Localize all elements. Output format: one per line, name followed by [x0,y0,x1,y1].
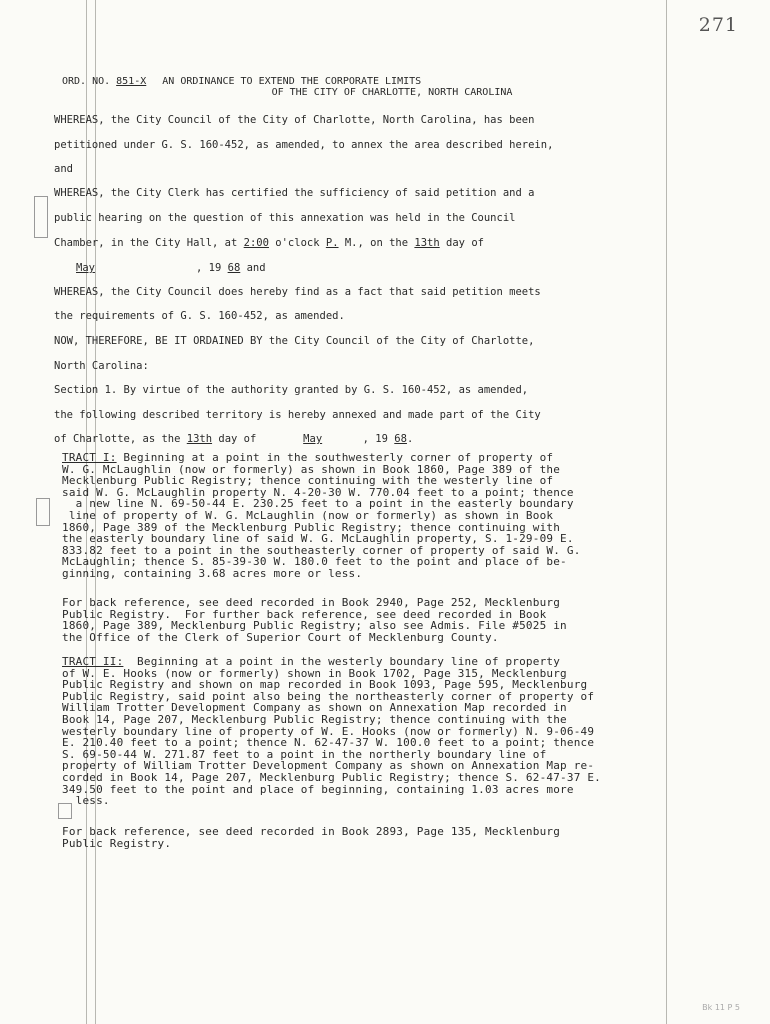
ord-no-label: NO. [92,76,111,87]
section1-line1: Section 1. By virtue of the authority granted by G. S. 160-452, as amended, [54,384,529,396]
tract-line: line of property of W. G. McLaughlin (now or formerly) as shown in Book [62,508,554,522]
reference-line: the Office of the Clerk of Superior Court of Mecklenburg County. [62,630,499,644]
whereas-2-line3 [54,237,664,249]
annex-day: 13th [186,433,213,445]
margin-box [34,196,48,238]
tract-line: said W. G. McLaughlin property N. 4-20-30 W. 770.04 feet to a point; thence [62,485,574,499]
text-span: M., on the [344,237,409,249]
reference-line: Public Registry. [62,836,172,850]
tract-line: westerly boundary line of property of W. E. Hooks (now or formerly) N. 9-06-49 [62,724,595,738]
whereas-1-line2: petitioned under G. S. 160-452, as amended, to annex the area described herein, [54,139,554,151]
tract-line: Book 14, Page 207, Mecklenburg Public Registry; thence continuing with the [62,712,567,726]
annex-year: 68 [394,433,407,445]
reference-line: For back reference, see deed recorded in Book 2893, Page 135, Mecklenburg [62,825,561,838]
now-therefore-line2: North Carolina: [54,360,149,372]
whereas-2-line2: public hearing on the question of this annexation was held in the Council [54,212,516,224]
tract-line: 833.82 feet to a point in the southeasterly corner of property of said W. G. [62,543,581,557]
text-span: day of [218,433,257,445]
tract-line: S. 69-50-44 W. 271.87 feet to a point in the northerly boundary line of [62,747,547,761]
tract-line: property of William Trotter Development Company as shown on Annexation Map re- [62,759,595,773]
tract-line: Public Registry, said point also being the northeasterly corner of property of [62,689,595,703]
tract-1-heading: TRACT I: [62,451,117,464]
tract-1-description [62,452,752,580]
whereas-3-line1: WHEREAS, the City Council does hereby find as a fact that said petition meets [54,286,541,298]
tract-line: corded in Book 14, Page 207, Mecklenburg Public Registry; thence S. 62-47-37 E. [62,770,601,784]
ordinance-title-line1: AN ORDINANCE TO EXTEND THE CORPORATE LIMITS [162,76,422,87]
reference-line: For back reference, see deed recorded in Book 2940, Page 252, Mecklenburg [62,596,561,609]
section1-line3 [54,433,664,445]
ordinance-title-line2: OF THE CITY OF CHARLOTTE, NORTH CAROLINA [271,87,513,98]
now-therefore-line1: NOW, THEREFORE, BE IT ORDAINED BY the City Council of the City of Charlotte, [54,335,535,347]
section1-line2: the following described territory is hereby annexed and made part of the City [54,409,541,421]
tract-line: Beginning at a point in the southwesterly corner of property of [116,451,554,464]
page-number: 271 [698,14,738,36]
text-span: o'clock [275,237,320,249]
whereas-2-line4 [76,262,686,274]
text-span: , 19 [196,262,222,274]
whereas-1-line3: and [54,163,73,175]
tract-line: E. 210.40 feet to a point; thence N. 62-47-37 W. 100.0 feet to a point; thence [62,736,595,750]
tract-line: ginning, containing 3.68 acres more or less. [62,566,363,580]
tract-line: Mecklenburg Public Registry; thence continuing with the westerly line of [62,474,554,488]
tract-2-description [62,656,752,807]
tract-line: a new line N. 69-50-44 E. 230.25 feet to a point in the easterly boundary [62,497,574,511]
text-span: . [406,433,414,445]
whereas-2-line1: WHEREAS, the City Clerk has certified the sufficiency of said petition and a [54,187,535,199]
hearing-pm: P. [325,237,339,249]
tract-line: Public Registry and shown on map recorded in Book 1093, Page 595, Mecklenburg [62,678,588,692]
whereas-3-line2: the requirements of G. S. 160-452, as amended. [54,310,345,322]
tract-line: less. [62,794,110,808]
ordinance-number: 851-X [116,76,147,87]
margin-box [36,498,50,526]
text-span: of Charlotte, as the [54,433,181,445]
reference-line: Public Registry. For further back reference, see deed recorded in Book [62,607,547,621]
text-span: , 19 [362,433,388,445]
tract-line: of W. E. Hooks (now or formerly) shown in Book 1702, Page 315, Mecklenburg [62,666,567,680]
text-span: and [246,262,266,274]
tract-line: 349.50 feet to the point and place of beginning, containing 1.03 acres more [62,782,574,796]
reference-line: 1860, Page 389, Mecklenburg Public Registry; also see Admis. File #5025 in [62,619,567,633]
tract-line: the easterly boundary line of said W. G. McLaughlin property, S. 1-29-09 E. [62,532,574,546]
tract-line: McLaughlin; thence S. 85-39-30 W. 180.0 feet to the point and place of be- [62,555,567,569]
text-span: Chamber, in the City Hall, at [54,237,238,249]
tract-2-heading: TRACT II: [62,655,124,668]
tract-line: Beginning at a point in the westerly boundary line of property [123,655,561,668]
hearing-year: 68 [227,262,241,274]
annex-month: May [303,433,323,445]
hearing-time: 2:00 [243,237,269,249]
margin-box [58,803,72,819]
ord-label: ORD. [62,76,87,87]
tract-2-back-reference [62,826,752,849]
footer-mark: Bk 11 P 5 [702,1003,740,1012]
hearing-month: May [76,262,95,274]
tract-line: 1860, Page 389 of the Mecklenburg Public Registry; thence continuing with [62,520,561,534]
whereas-1-line1: WHEREAS, the City Council of the City of Charlotte, North Carolina, has been [54,114,535,126]
tract-1-back-reference [62,597,752,643]
tract-line: William Trotter Development Company as shown on Annexation Map recorded in [62,701,567,715]
ordinance-header [62,76,662,99]
hearing-day: 13th [414,237,440,249]
text-span: day of [446,237,484,249]
tract-line: W. G. McLaughlin (now or formerly) as shown in Book 1860, Page 389 of the [62,462,561,476]
